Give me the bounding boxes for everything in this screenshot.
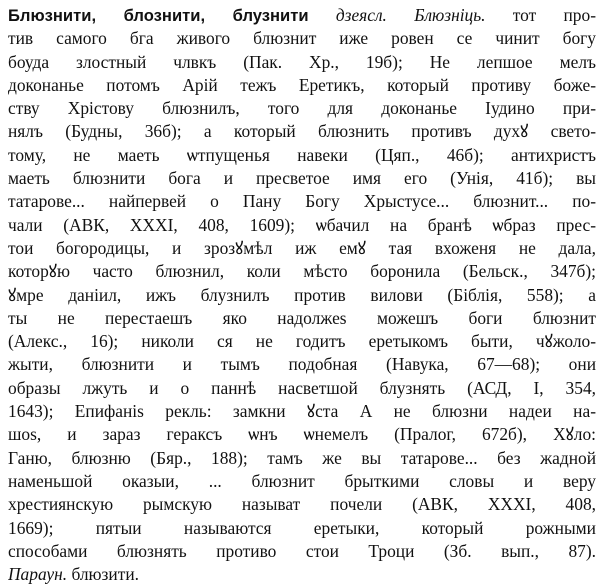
body-text: чали (АВК, XXXI, 408, 1609); ѡбачил на бранѣ ѡбраз прес- [8, 214, 596, 235]
body-text: тот про- [485, 5, 596, 25]
body-text: боуда злостный члвкъ (Пак. Хр., 19б); Не лепшое мелъ [8, 51, 596, 72]
italic-text: Параун. [8, 564, 68, 585]
body-text: тому, не маеть ѡтпущенья навеки (Цяп., 46б); антихристъ [8, 144, 596, 165]
entry-line [8, 517, 596, 540]
entry-line [8, 190, 596, 213]
entry-line [8, 563, 596, 586]
entry-line [8, 214, 596, 237]
body-text: хрестиянскую рымскую называт почели (АВК, XXXI, 408, [8, 494, 596, 515]
entry-line [8, 97, 596, 120]
body-text: наменьшой оказыи, ... блюзнит брыткими словы и веру [8, 470, 596, 491]
headword: Блюзнити, блознити, блузнити [8, 6, 309, 25]
body-text: способами блюзнять противо стои Троци (Зб. вып., 87). [8, 540, 596, 561]
body-text: (Алекс., 16); николи ся не годитъ еретыкомъ быти, чꙋжоло- [8, 331, 596, 352]
body-text: тив самого бга живого блюзнит иже ровен се чинит богу [8, 28, 596, 49]
entry-line [8, 307, 596, 330]
body-text: блюзити. [67, 564, 139, 585]
entry-line [8, 260, 596, 283]
entry-line [8, 4, 596, 27]
entry-line [8, 237, 596, 260]
entry-line [8, 284, 596, 307]
body-text: образы лжуть и о паннѣ насветшой блузнять (АСД, I, 354, [8, 377, 596, 398]
body-text: татарове... найпервей о Пану Богу Хрыстусе... блюзнит... по- [8, 191, 596, 212]
entry-line [8, 447, 596, 470]
entry-line [8, 120, 596, 143]
body-text: ꙋмре данiил, ижъ блузнилъ против вилови (Бiблiя, 558); а [8, 284, 596, 305]
entry-line [8, 74, 596, 97]
italic-text: дзеясл. Блюзнiць. [308, 5, 486, 25]
body-text: доконанье потомъ Арiй тежъ Еретикъ, который противу боже- [8, 74, 596, 95]
entry-line [8, 144, 596, 167]
body-text: нялъ (Будны, 36б); а который блюзнить противъ духꙋ свето- [8, 121, 596, 142]
body-text: жыти, блюзнити и тымъ подобная (Навука, 67—68); они [8, 354, 596, 375]
body-text: 1669); пятыи называются еретыки, который рожными [8, 517, 596, 538]
entry-line [8, 400, 596, 423]
body-text: маеть блюзнити бога и пресветое имя его (Унiя, 41б); вы [8, 168, 596, 189]
body-text: тои богородицы, и зрозꙋмѣл иж емꙋ тая вхоженя не дала, [8, 237, 596, 258]
entry-line [8, 51, 596, 74]
entry-line [8, 27, 596, 50]
entry-line [8, 353, 596, 376]
body-text: ты не перестаешъ яко надолжеѕ можешъ боги блюзнит [8, 307, 596, 328]
entry-line [8, 493, 596, 516]
entry-line [8, 470, 596, 493]
dictionary-entry [8, 4, 596, 586]
entry-line [8, 540, 596, 563]
body-text: ству Хрiстову блюзнилъ, того для доконанье Iудино при- [8, 98, 596, 119]
body-text: Ганю, блюзню (Бяр., 188); тамъ же вы татарове... без жадной [8, 447, 596, 468]
body-text: которꙋю часто блюзнил, коли мѣсто боронила (Бельск., 347б); [8, 261, 596, 282]
body-text: 1643); Епифанiѕ рекль: замкни ꙋста А не блюзни надеи на- [8, 401, 596, 422]
body-text: шоѕ, и зараз гераксъ ѡнъ ѡнемелъ (Пралог, 672б), Хꙋло: [8, 424, 596, 445]
entry-line [8, 377, 596, 400]
entry-line [8, 423, 596, 446]
entry-line [8, 330, 596, 353]
entry-line [8, 167, 596, 190]
